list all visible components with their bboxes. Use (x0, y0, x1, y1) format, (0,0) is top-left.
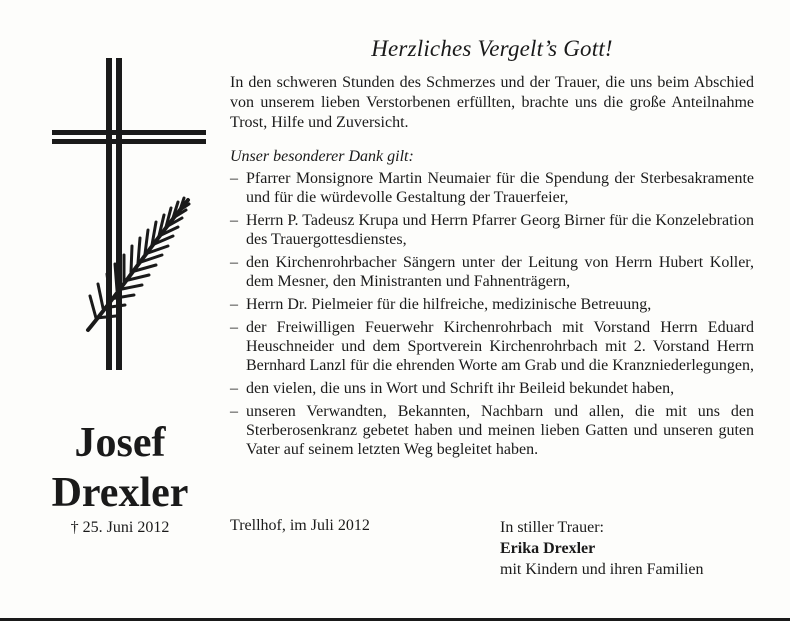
thank-you-text (230, 36, 754, 463)
list-item: – Herrn P. Tadeusz Krupa und Herrn Pfarrer Georg Birner für die Konzelebration des Trauergottesdienstes, (230, 211, 754, 249)
cross-with-palm-branch-icon (46, 50, 216, 380)
list-item: – unseren Verwandten, Bekannten, Nachbarn und allen, die mit uns den Sterberosenkranz gebetet haben und meinen lieben Gatten und unseren guten Vater auf seinem letzten Weg begleitet haben. (230, 402, 754, 459)
mourner-family: mit Kindern und ihren Familien (500, 561, 704, 578)
deceased-first-name: Josef (74, 420, 166, 466)
signature-block (500, 517, 704, 580)
intro-paragraph: In den schweren Stunden des Schmerzes und der Trauer, die uns beim Abschied von unserem lieben Verstorbenen erfüllten, brachte uns die große Anteilnahme Trost, Hilfe und Zuversicht. (230, 74, 754, 131)
list-item: – Herrn Dr. Pielmeier für die hilfreiche, medizinische Betreuung, (230, 295, 754, 314)
list-item: – den Kirchenrohrbacher Sängern unter der Leitung von Herrn Hubert Koller, dem Mesner, den Ministranten und Fahnenträgern, (230, 253, 754, 291)
thanks-label: Unser besonderer Dank gilt: (230, 148, 414, 165)
page-title: Herzliches Vergelt’s Gott! (371, 36, 613, 61)
thanks-list (230, 169, 754, 459)
mourner-name: Erika Drexler (500, 540, 596, 557)
place-and-date: Trellhof, im Juli 2012 (230, 517, 370, 534)
deceased-last-name: Drexler (51, 470, 189, 516)
deceased-column (0, 0, 225, 621)
list-item: – Pfarrer Monsignore Martin Neumaier für die Spendung der Sterbesakramente und für die würdevolle Gestaltung der Trauerfeier, (230, 169, 754, 207)
list-item: – der Freiwilligen Feuerwehr Kirchenrohrbach mit Vorstand Herrn Eduard Heuschneider und dem Sportverein Kirchenrohrbach mit 2. Vorstand Herrn Bernhard Lanzl für die ehrenden Worte am Grab und die Kranzniederlegungen, (230, 318, 754, 375)
list-item: – den vielen, die uns in Wort und Schrift ihr Beileid bekundet haben, (230, 379, 754, 398)
mourning-label: In stiller Trauer: (500, 519, 604, 536)
death-date: † 25. Juni 2012 (70, 519, 170, 536)
